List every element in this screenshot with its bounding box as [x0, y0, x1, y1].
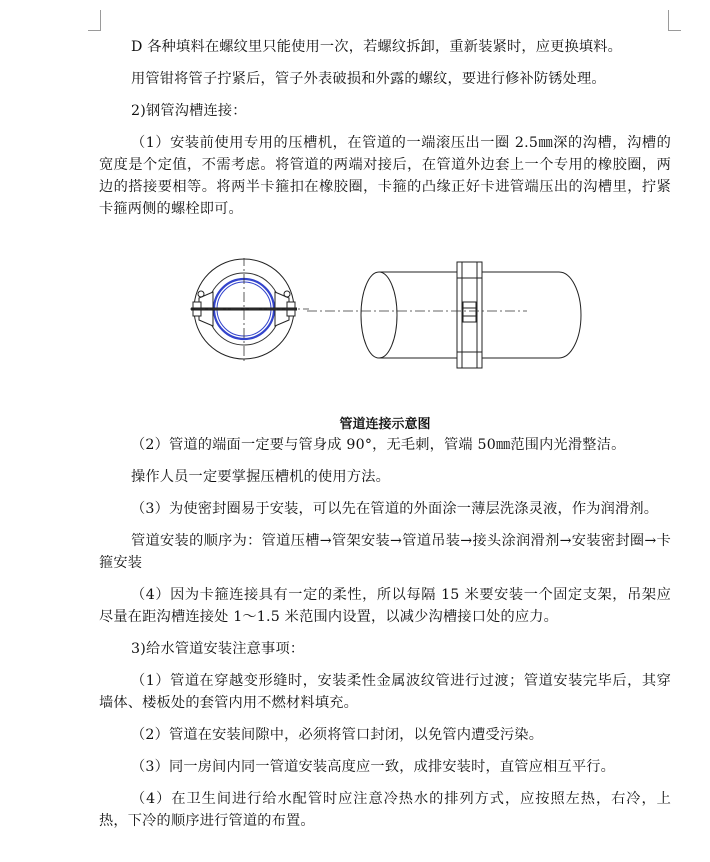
- page-corner-mark-left: [100, 10, 101, 30]
- page-corner-mark-right: [668, 10, 669, 30]
- page-corner-mark-right-h: [668, 30, 681, 31]
- paragraph-seal-openings: （2）管道在安装间隙中，必须将管口封闭，以免管内遭受污染。: [131, 727, 544, 743]
- figure-caption: 管道连接示意图: [339, 417, 431, 432]
- document-body: [99, 36, 671, 832]
- paragraph-lubricant: （3）为使密封圈易于安装，可以先在管道的外面涂一薄层洗涤灵液，作为润滑剂。: [131, 501, 659, 517]
- paragraph-filler-rule: D 各种填料在螺纹里只能使用一次，若螺纹拆卸，重新装紧时，应更换填料。: [131, 39, 623, 55]
- paragraph-pipe-wrench: 用管钳将管子拧紧后，管子外表破损和外露的螺纹，要进行修补防锈处理。: [131, 71, 606, 87]
- paragraph-hot-cold-layout: （4）在卫生间进行给水配管时应注意冷热水的排列方式，应按照左热，右冷，上热，下冷的顺序进行管道的布置。: [99, 791, 671, 829]
- figure-pipe-connection: [99, 220, 671, 416]
- paragraph-operator: 操作人员一定要掌握压槽机的使用方法。: [131, 469, 390, 485]
- heading-water-pipe-notes: 3)给水管道安装注意事项：: [131, 641, 305, 657]
- paragraph-pipe-end: （2）管道的端面一定要与管身成 90°，无毛刺，管端 50㎜范围内光滑整洁。: [131, 437, 626, 453]
- heading-groove-connection: 2)钢管沟槽连接：: [131, 103, 247, 119]
- paragraph-expansion-joint: （1）管道在穿越变形缝时，安装柔性金属波纹管进行过渡；管道安装完毕后，其穿墙体、楼板处的套管内用不燃材料填充。: [99, 673, 671, 711]
- paragraph-install-order: 管道安装的顺序为：管道压槽→管架安装→管道吊装→接头涂润滑剂→安装密封圈→卡箍安装: [99, 533, 671, 571]
- pipe-groove-coupling-drawing-icon: [187, 258, 587, 378]
- paragraph-groove-install: （1）安装前使用专用的压槽机，在管道的一端滚压出一圈 2.5㎜深的沟槽，沟槽的宽度是个定值，不需考虑。将管道的两端对接后，在管道外边套上一个专用的橡胶圈，两边的搭接要相等。将两半卡箍扣在橡胶圈，卡箍的凸缘正好卡进管端压出的沟槽里，拧紧卡箍两侧的螺栓即可。: [99, 135, 671, 217]
- paragraph-same-height: （3）同一房间内同一管道安装高度应一致，成排安装时，直管应相互平行。: [131, 759, 616, 775]
- paragraph-flexibility: （4）因为卡箍连接具有一定的柔性，所以每隔 15 米要安装一个固定支架，吊架应尽量在距沟槽连接处 1～1.5 米范围内设置，以减少沟槽接口处的应力。: [99, 587, 671, 625]
- page-corner-mark-left-h: [88, 30, 101, 31]
